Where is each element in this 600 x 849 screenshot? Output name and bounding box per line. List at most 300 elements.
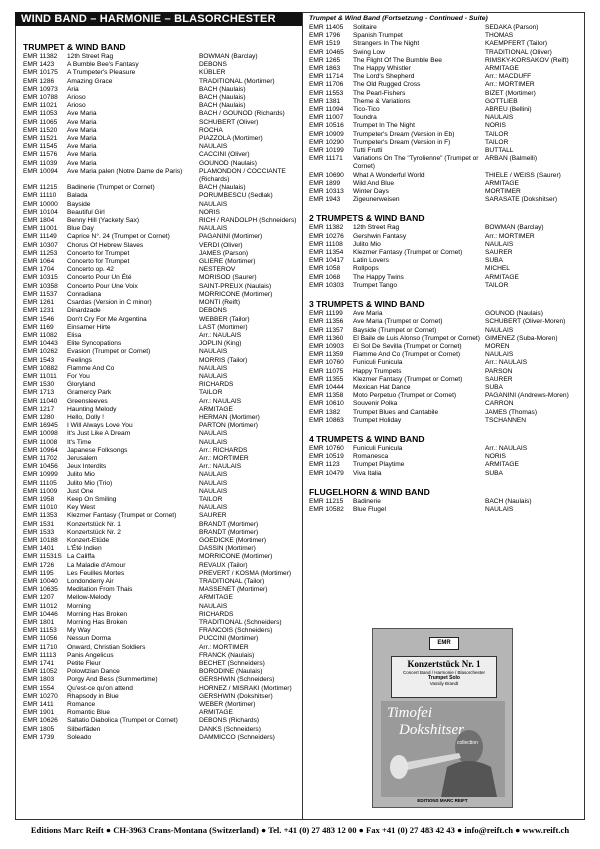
work-title: El Sol De Sevilla (Trumpet or Cornet)	[353, 342, 462, 350]
composer-arranger: SARASATE (Dokshitser)	[485, 196, 558, 204]
catalog-row	[23, 644, 299, 652]
work-title: Trumpet Tango	[353, 281, 397, 289]
composer-arranger: MASSENET (Mortimer)	[199, 586, 268, 594]
catalog-code: EMR 10516	[309, 122, 344, 130]
composer-arranger: NAULAIS	[199, 225, 228, 233]
work-title: Bayside	[67, 200, 91, 208]
catalog-row	[23, 102, 299, 110]
catalog-code: EMR 1058	[309, 265, 341, 273]
work-title: L'Été Indien	[67, 545, 102, 553]
work-title: Blue Flugel	[353, 505, 386, 513]
composer-arranger: NAULAIS	[199, 372, 228, 380]
catalog-row	[23, 447, 299, 455]
catalog-code: EMR 10760	[309, 359, 344, 367]
catalog-code: EMR 11053	[23, 110, 58, 118]
composer-arranger: BACH (Naulais)	[199, 85, 246, 93]
catalog-code: EMR 10610	[309, 400, 344, 408]
work-title: Japanese Folksongs	[67, 446, 128, 454]
catalog-row	[309, 445, 585, 453]
catalog-row	[23, 233, 299, 241]
section-spacer	[309, 425, 585, 434]
composer-arranger: Arr.: NAULAIS	[199, 463, 242, 471]
composer-arranger: KAEMPFERT (Tailor)	[485, 40, 548, 48]
work-title: El Baile de Luis Alonso (Trumpet or Cornet)	[353, 334, 480, 342]
catalog-row	[23, 283, 299, 291]
work-title: Happy Trumpets	[353, 367, 402, 375]
catalog-row	[23, 307, 299, 315]
catalog-code: EMR 10973	[23, 85, 58, 93]
catalog-code: EMR 11702	[23, 454, 58, 462]
work-title: A Bumble Bee's Fantasy	[67, 61, 139, 69]
catalog-code: EMR 1801	[23, 619, 55, 627]
catalog-code: EMR 10519	[309, 453, 344, 461]
work-title: Toundra	[353, 114, 377, 122]
section-heading: 3 TRUMPETS & WIND BAND	[309, 299, 425, 310]
composer-arranger: SEDAKA (Parson)	[485, 24, 539, 31]
catalog-code: EMR 10313	[309, 188, 344, 196]
catalog-code: EMR 1546	[23, 315, 55, 323]
composer-arranger: NAULAIS	[199, 487, 228, 495]
work-title: Konzertstück Nr. 1	[67, 520, 121, 528]
work-title: Concerto for Trumpet	[67, 258, 130, 266]
catalog-row	[23, 86, 299, 94]
composer-arranger: DEBONS (Richards)	[199, 717, 260, 725]
catalog-code: EMR 11012	[23, 602, 58, 610]
catalog-code: EMR 11052	[23, 668, 58, 676]
work-title: Meditation From Thais	[67, 586, 133, 594]
catalog-code: EMR 10465	[309, 48, 344, 56]
catalog-code: EMR 10446	[23, 610, 58, 618]
catalog-row	[23, 504, 299, 512]
composer-arranger: NAULAIS	[199, 364, 228, 372]
catalog-row	[309, 98, 585, 106]
composer-arranger: HERMAN (Mortimer)	[199, 413, 260, 421]
composer-arranger: CACCINI (Oliver)	[199, 151, 250, 159]
composer-arranger: GLIERE (Mortimer)	[199, 258, 256, 266]
catalog-row	[309, 506, 585, 514]
work-title: Flamme And Co (Trumpet or Cornet)	[353, 351, 461, 359]
composer-arranger: NORIS	[485, 122, 506, 130]
composer-arranger: BUTTALL	[485, 147, 514, 155]
work-title: Rhapsody in Blue	[67, 692, 119, 700]
work-title: The Happy Twins	[353, 273, 404, 281]
cover-title-plate	[391, 656, 497, 698]
work-title: Feelings	[67, 356, 92, 364]
work-title: Keep On Smiling	[67, 495, 117, 503]
catalog-code: EMR 10964	[23, 446, 58, 454]
catalog-row	[309, 172, 585, 180]
composer-arranger: Arr.: RICHARDS	[199, 446, 248, 454]
series-name-first: Timofei	[387, 705, 433, 721]
composer-arranger: NAULAIS	[485, 351, 514, 359]
work-title: Gershwin Fantasy	[353, 232, 407, 240]
composer-arranger: Arr.: NAULAIS	[485, 444, 528, 452]
work-title: Ave Maria	[67, 159, 97, 167]
catalog-code: EMR 11356	[309, 318, 344, 326]
catalog-row	[309, 73, 585, 81]
composer-arranger: MORRIS (Tailor)	[199, 356, 248, 364]
composer-arranger: GERSHWIN (Schneiders)	[199, 676, 275, 684]
section-heading: FLUGELHORN & WIND BAND	[309, 486, 430, 497]
catalog-row	[309, 114, 585, 122]
composer-arranger: TAILOR	[199, 389, 223, 397]
catalog-row	[23, 455, 299, 463]
catalog-row	[309, 417, 585, 425]
composer-arranger: RICHARDS	[199, 610, 234, 618]
catalog-row	[23, 537, 299, 545]
catalog-row	[23, 406, 299, 414]
catalog-row	[309, 249, 585, 257]
catalog-row	[23, 611, 299, 619]
work-title: Ave Maria	[353, 310, 383, 318]
composer-arranger: NAULAIS	[199, 348, 228, 356]
catalog-code: EMR 10635	[23, 586, 58, 594]
work-title: The Flight Of The Bumble Bee	[353, 56, 442, 64]
work-title: Just One	[67, 487, 94, 495]
composer-arranger: NAULAIS	[199, 471, 228, 479]
catalog-code: EMR 10262	[23, 348, 58, 356]
composer-arranger: TAILOR	[199, 495, 223, 503]
composer-arranger: MORRICONE (Mortimer)	[199, 553, 273, 561]
composer-arranger: BRANDT (Mortimer)	[199, 528, 259, 536]
work-title: Porgy And Bess (Summertime)	[67, 676, 158, 684]
section-heading: TRUMPET & WIND BAND	[23, 42, 126, 52]
catalog-row	[309, 49, 585, 57]
catalog-row	[309, 376, 585, 384]
catalog-code: EMR 11714	[309, 73, 344, 81]
catalog-row	[23, 701, 299, 709]
work-title: Konzertstück Nr. 2	[67, 528, 121, 536]
catalog-row	[23, 562, 299, 570]
catalog-row	[23, 69, 299, 77]
catalog-row	[23, 160, 299, 168]
catalog-code: EMR 10417	[309, 257, 344, 265]
catalog-code: EMR 1863	[309, 65, 341, 73]
catalog-code: EMR 10307	[23, 241, 58, 249]
composer-arranger: BORODINE (Naulais)	[199, 668, 263, 676]
catalog-code: EMR 11108	[309, 240, 343, 248]
work-title: Tutti Frutti	[353, 147, 383, 155]
composer-arranger: Arr.: MORTIMER	[485, 81, 535, 89]
catalog-code: EMR 10358	[23, 282, 58, 290]
catalog-row	[23, 545, 299, 553]
catalog-row	[23, 274, 299, 282]
catalog-code: EMR 10444	[309, 383, 344, 391]
catalog-row	[309, 335, 585, 343]
work-title: Theme & Variations	[353, 97, 411, 105]
work-title: Silberfäden	[67, 725, 101, 733]
catalog-code: EMR 11199	[309, 310, 343, 318]
catalog-row	[23, 324, 299, 332]
work-title: 12th Street Rag	[353, 224, 400, 232]
catalog-code: EMR 11021	[23, 102, 58, 110]
composer-arranger: Arr.: MORTIMER	[199, 454, 249, 462]
catalog-row	[23, 660, 299, 668]
catalog-code: EMR 11039	[23, 159, 58, 167]
catalog-code: EMR 10315	[23, 274, 58, 282]
catalog-row	[23, 619, 299, 627]
composer-arranger: ARMITAGE	[199, 405, 233, 413]
catalog-code: EMR 11382	[309, 224, 344, 232]
composer-arranger: NESTEROV	[199, 266, 236, 274]
catalog-code: EMR 1123	[309, 461, 340, 469]
work-title: Romantic Blue	[67, 709, 110, 717]
composer-arranger: NORIS	[199, 208, 220, 216]
composer-arranger: GOEDICKE (Mortimer)	[199, 536, 267, 544]
composer-arranger: MORRICONE (Mortimer)	[199, 290, 273, 298]
composer-arranger: PARTON (Mortimer)	[199, 422, 258, 430]
work-title: Rollpops	[353, 265, 379, 273]
catalog-code: EMR 11545	[23, 143, 58, 151]
composer-arranger: ARMITAGE	[199, 594, 233, 602]
catalog-row	[23, 151, 299, 159]
catalog-code: EMR 1899	[309, 179, 341, 187]
work-title: Ave Maria palen (Notre Dame de Paris)	[67, 167, 183, 175]
work-title: Qu'est-ce qu'on attend	[67, 684, 133, 692]
catalog-row	[309, 470, 585, 478]
composer-arranger: BRANDT (Mortimer)	[199, 520, 259, 528]
work-title: Csardas (Version in C minor)	[67, 299, 152, 307]
cover-title: Konzertstück Nr. 1	[407, 659, 481, 669]
work-title: Klezmer Fantasy (Trumpet or Cornet)	[353, 375, 463, 383]
catalog-row	[23, 734, 299, 742]
composer-arranger: BACH (Naulais)	[199, 184, 246, 192]
work-title: Petite Fleur	[67, 660, 101, 668]
catalog-code: EMR 11008	[23, 438, 58, 446]
work-title: Greensleeves	[67, 397, 108, 405]
work-title: Conradiana	[67, 290, 102, 298]
catalog-row	[23, 422, 299, 430]
catalog-row	[309, 131, 585, 139]
work-title: Blue Day	[67, 225, 94, 233]
composer-arranger: FRANCK (Naulais)	[199, 651, 255, 659]
catalog-code: EMR 11010	[23, 504, 58, 512]
work-title: Latin Lovers	[353, 257, 389, 265]
composer-arranger: NAULAIS	[485, 326, 514, 334]
composer-arranger: GOUNOD (Naulais)	[199, 159, 257, 167]
composer-arranger: GIMENEZ (Suba-Moren)	[485, 334, 558, 342]
work-title: Benny Hill (Yackety Sax)	[67, 217, 140, 225]
composer-arranger: KÜBLER	[199, 69, 226, 77]
catalog-row	[23, 553, 299, 561]
work-title: Concerto for Trumpet	[67, 249, 130, 257]
catalog-code: EMR 1231	[23, 307, 55, 315]
catalog-row	[23, 110, 299, 118]
composer-arranger: Arr.: MACDUFF	[485, 73, 532, 81]
catalog-code: EMR 11171	[309, 155, 343, 163]
composer-arranger: DASSIN (Mortimer)	[199, 545, 256, 553]
catalog-row	[23, 439, 299, 447]
work-title: Trumpeter's Dream (Version in F)	[353, 138, 451, 146]
composer-arranger: NAULAIS	[199, 143, 228, 151]
composer-arranger: DEBONS	[199, 61, 227, 69]
composer-arranger: RIMSKY-KORSAKOV (Reift)	[485, 56, 569, 64]
catalog-code: EMR 1195	[23, 569, 54, 577]
work-title: I Will Always Love You	[67, 422, 133, 430]
catalog-row	[23, 570, 299, 578]
catalog-row	[23, 512, 299, 520]
composer-arranger: GERSHWIN (Dokshitser)	[199, 692, 273, 700]
catalog-row	[23, 299, 299, 307]
composer-arranger: Arr.: NAULAIS	[199, 331, 242, 339]
composer-arranger: SAURER	[485, 375, 513, 383]
composer-arranger: NAULAIS	[199, 438, 228, 446]
composer-arranger: NAULAIS	[485, 114, 514, 122]
catalog-row	[23, 471, 299, 479]
work-title: Solitaire	[353, 24, 377, 31]
catalog-row	[309, 32, 585, 40]
work-title: Mexican Hat Dance	[353, 383, 411, 391]
composer-arranger: CARRON	[485, 400, 514, 408]
catalog-code: EMR 11001	[23, 225, 58, 233]
work-title: Julito Mio (Trio)	[67, 479, 113, 487]
composer-arranger: ARBAN (Balmelli)	[485, 155, 538, 163]
composer-arranger: NORIS	[485, 453, 506, 461]
catalog-code: EMR 11110	[23, 192, 57, 200]
left-column	[23, 42, 299, 742]
composer-arranger: SCHUBERT (Oliver)	[199, 118, 259, 126]
catalog-code: EMR 1533	[23, 528, 55, 536]
catalog-code: EMR 1064	[23, 258, 55, 266]
catalog-code: EMR 11382	[23, 53, 58, 60]
composer-arranger: NAULAIS	[199, 479, 228, 487]
composer-arranger: PIAZZOLA (Mortimer)	[199, 135, 263, 143]
work-title: Key West	[67, 504, 96, 512]
work-title: Moto Perpetuo (Trumpet or Cornet)	[353, 392, 457, 400]
catalog-code: EMR 1265	[309, 56, 341, 64]
catalog-code: EMR 1805	[23, 725, 55, 733]
composer-arranger: PAGANINI (Mortimer)	[199, 233, 263, 241]
work-title: Strangers In The Night	[353, 40, 420, 48]
catalog-row	[23, 586, 299, 594]
catalog-code: EMR 10104	[23, 208, 58, 216]
work-title: Zigeunerweisen	[353, 196, 400, 204]
work-title: Badinerie	[353, 497, 381, 505]
work-title: Badinerie (Trumpet or Cornet)	[67, 184, 155, 192]
composer-arranger: TAILOR	[485, 138, 509, 146]
work-title: Concerto Pour Un Été	[67, 274, 132, 282]
work-title: Viva Italia	[353, 469, 382, 477]
composer-arranger: GOUNOD (Naulais)	[485, 310, 543, 318]
composer-arranger: SAURER	[199, 512, 227, 520]
catalog-code: EMR 11537	[23, 290, 58, 298]
work-title: Ave Maria (Trumpet or Cornet)	[353, 318, 443, 326]
catalog-row	[23, 529, 299, 537]
cover-composer: Vassily Brandt	[429, 681, 459, 686]
catalog-row	[23, 61, 299, 69]
catalog-row	[309, 274, 585, 282]
work-title: Amazing Grace	[67, 77, 113, 85]
composer-arranger: PREVERT / KOSMA (Mortimer)	[199, 569, 292, 577]
section-spacer	[309, 204, 585, 213]
work-title: Trumpet Holiday	[353, 416, 402, 424]
composer-arranger: BACH / GOUNOD (Richards)	[199, 110, 285, 118]
work-title: Onward, Christian Soldiers	[67, 643, 146, 651]
work-title: Bayside (Trumpet or Cornet)	[353, 326, 437, 334]
catalog-row	[23, 119, 299, 127]
work-title: Ave Maria	[67, 135, 97, 143]
catalog-row	[23, 332, 299, 340]
work-title: Balada	[67, 192, 88, 200]
catalog-code: EMR 11113	[23, 651, 57, 659]
catalog-code: EMR 1381	[309, 97, 341, 105]
catalog-code: EMR 10270	[23, 692, 58, 700]
catalog-code: EMR 1726	[23, 561, 55, 569]
catalog-row	[309, 498, 585, 506]
catalog-code: EMR 1382	[309, 408, 341, 416]
catalog-row	[23, 201, 299, 209]
catalog-code: EMR 11215	[309, 497, 344, 505]
catalog-code: EMR 10199	[309, 147, 344, 155]
work-title: Polowtzian Dance	[67, 668, 120, 676]
catalog-row	[23, 717, 299, 725]
work-title: Evasion (Trumpet or Cornet)	[67, 348, 151, 356]
catalog-row	[309, 81, 585, 89]
catalog-code: EMR 10040	[23, 578, 58, 585]
work-title: Ave Maria	[67, 151, 97, 159]
series-collection: collection	[457, 740, 478, 746]
catalog-row	[309, 282, 585, 290]
catalog-code: EMR 11531S	[23, 553, 62, 561]
catalog-code: EMR 11521	[23, 135, 58, 143]
catalog-row	[309, 196, 585, 204]
cover-publisher: EDITIONS MARC REIFT	[417, 798, 468, 803]
work-title: What A Wonderful World	[353, 171, 425, 179]
catalog-row	[23, 627, 299, 635]
work-title: Einsamer Hirte	[67, 323, 111, 331]
work-title: Ave Maria	[67, 110, 97, 118]
work-title: Winter Days	[353, 188, 389, 196]
work-title: Trumpet Playtime	[353, 461, 405, 469]
catalog-row	[23, 217, 299, 225]
composer-arranger: HORNEZ / MISRAKI (Mortimer)	[199, 684, 292, 692]
composer-arranger: ARMITAGE	[485, 65, 519, 73]
catalog-row	[309, 400, 585, 408]
composer-arranger: PAGANINI (Andrews-Moren)	[485, 392, 569, 400]
continuation-heading: Trumpet & Wind Band (Fortsetzung - Continued - Suite)	[309, 15, 488, 22]
work-title: Romance	[67, 701, 96, 709]
catalog-code: EMR 11353	[23, 512, 58, 520]
composer-arranger: REVAUX (Tailor)	[199, 561, 248, 569]
catalog-code: EMR 11359	[309, 351, 344, 359]
catalog-code: EMR 1169	[23, 323, 54, 331]
catalog-code: EMR 10479	[309, 469, 344, 477]
cover-subtitle: Concert Band / Harmonie / Blasorchester	[402, 670, 486, 675]
work-title: 12th Street Rag	[67, 53, 114, 60]
work-title: Jerusalem	[67, 454, 98, 462]
work-title: Wild And Blue	[353, 179, 395, 187]
series-name-last: Dokshitser	[399, 722, 464, 738]
catalog-row	[23, 78, 299, 86]
work-title: Hello, Dolly !	[67, 413, 105, 421]
catalog-row	[309, 122, 585, 130]
composer-arranger: MORTIMER	[485, 188, 521, 196]
catalog-code: EMR 10443	[23, 340, 58, 348]
composer-arranger: ARMITAGE	[485, 461, 519, 469]
composer-arranger: DEBONS	[199, 307, 227, 315]
catalog-code: EMR 11405	[309, 24, 344, 31]
composer-arranger: RICHARDS	[199, 381, 234, 389]
catalog-row	[309, 106, 585, 114]
catalog-code: EMR 11149	[23, 233, 57, 241]
catalog-row	[23, 291, 299, 299]
work-title: Les Feuilles Mortes	[67, 569, 125, 577]
composer-arranger: DANKS (Schneiders)	[199, 725, 261, 733]
catalog-code: EMR 1401	[23, 545, 55, 553]
composer-arranger: LAST (Mortimer)	[199, 323, 248, 331]
composer-arranger: VERDI (Oliver)	[199, 241, 243, 249]
catalog-row	[23, 381, 299, 389]
